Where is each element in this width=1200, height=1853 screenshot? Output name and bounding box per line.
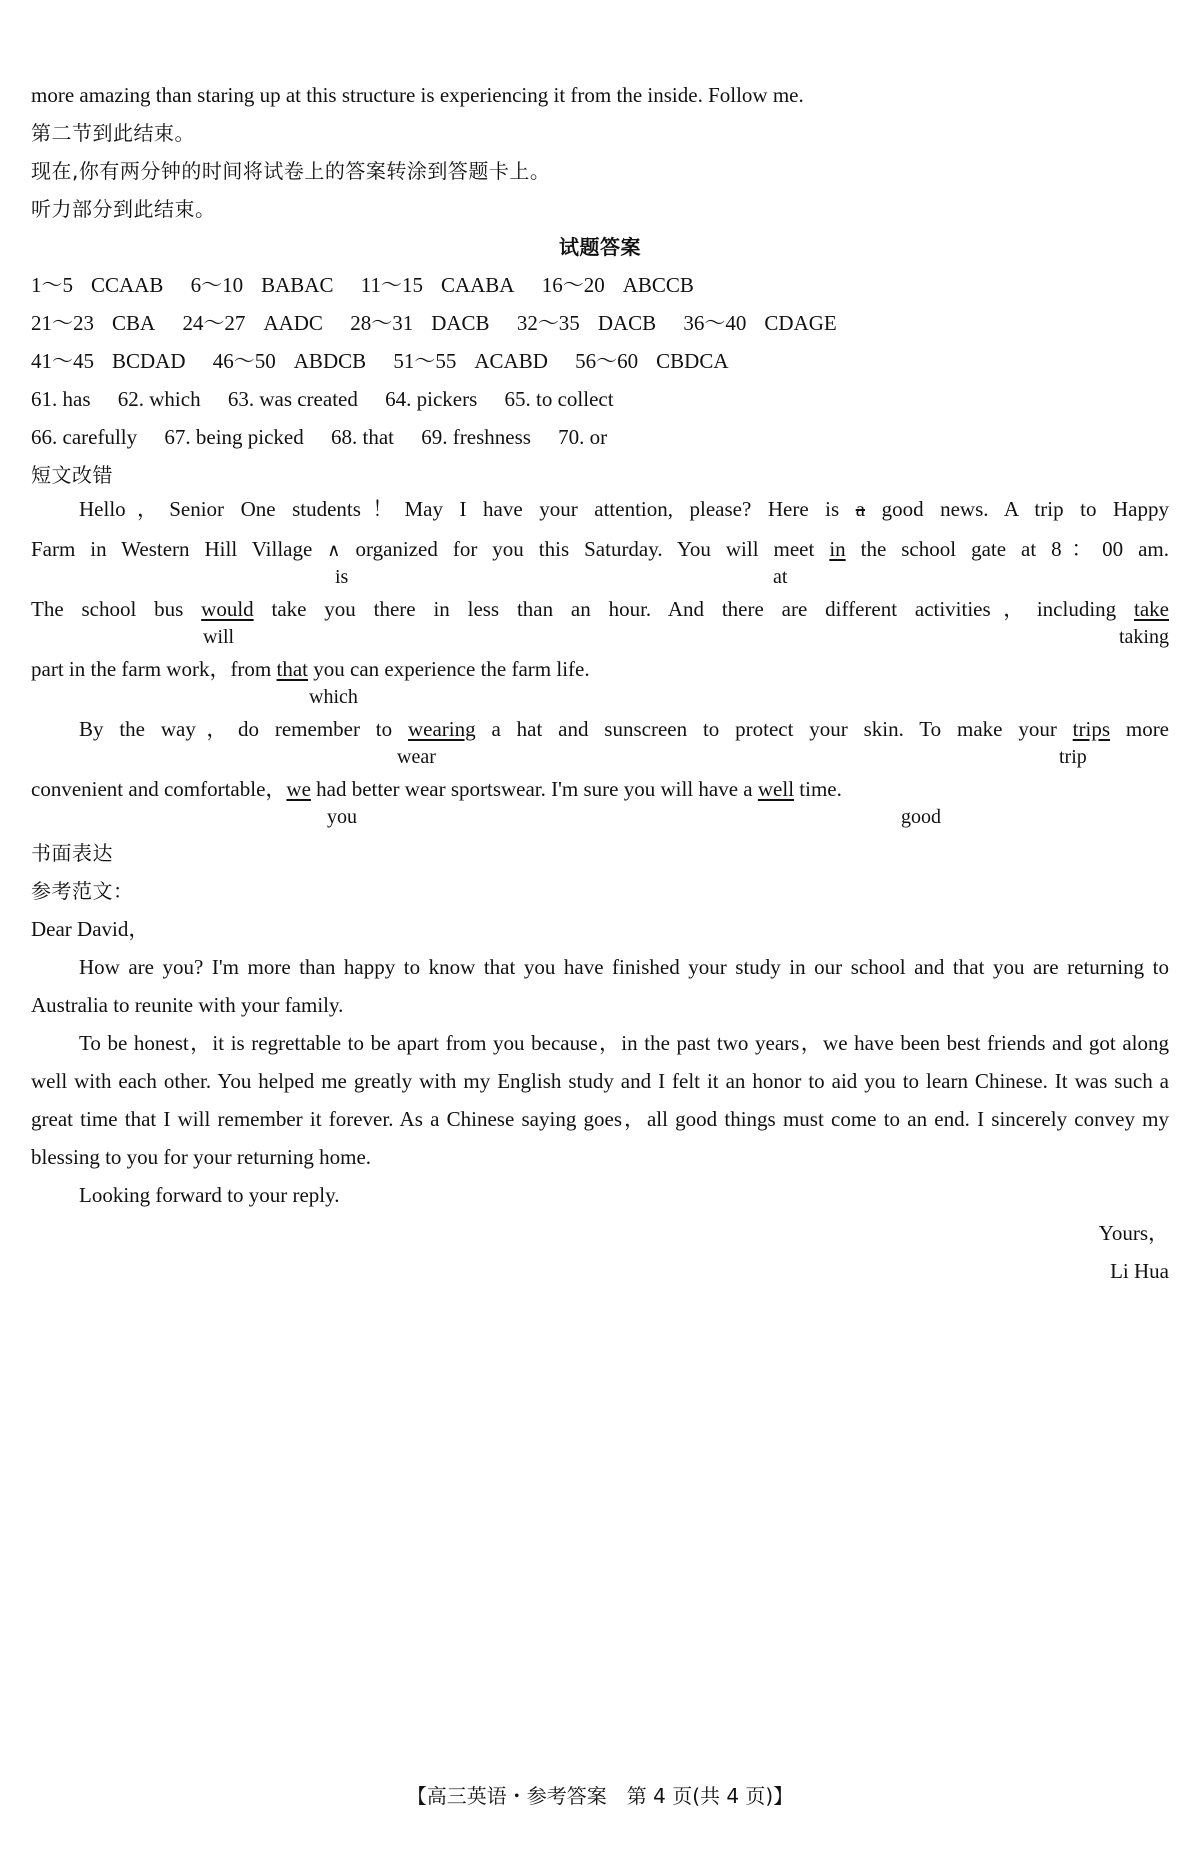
answers-heading: 试题答案 (559, 235, 641, 259)
correction-fix: trip (1059, 746, 1087, 768)
answer-row-4: 61. has 62. which 63. was created 64. pickers 65. to collect (31, 387, 614, 411)
correction-fix: will (203, 626, 235, 648)
letter-paragraph-3: Looking forward to your reply. (79, 1183, 340, 1207)
answer-row-5: 66. carefully 67. being picked 68. that 69. freshness 70. or (31, 425, 608, 449)
page-footer: 【高三英语・参考答案 第 4 页(共 4 页)】 (406, 1784, 794, 1808)
letter-paragraph-2: To be honest，it is regrettable to be apart from you because，in the past two years，we have been best friends and got along well with each other. You helped me greatly with my English study and I felt it an honor to aid you to learn Chinese. It was such a great time that I will remember it forever. As a Chinese saying goes，all good things must come to an end. I sincerely convey my blessing to you for your returning home. (31, 1031, 1169, 1169)
section-end-note: 第二节到此结束。 (31, 121, 195, 145)
correction-fix: wear (397, 746, 436, 768)
correction-line-6: convenient and comfortable，we had better wear sportswear. I'm sure you will have a well time. you good (31, 774, 1169, 834)
correction-fix: you (327, 806, 357, 828)
correction-fix: at (773, 566, 788, 588)
error-word: in (829, 537, 846, 561)
writing-subheading: 参考范文： (31, 879, 134, 903)
correction-fix: taking (1119, 626, 1169, 648)
correction-line-3: The school bus would take you there in less than an hour. And there are different activities，including take will taking (31, 594, 1169, 654)
correction-fix: is (335, 566, 349, 588)
listening-end-note: 听力部分到此结束。 (31, 197, 216, 221)
correction-line-2: Farm in Western Hill Village ∧ organized for you this Saturday. You will meet in the school gate at 8：00 am. is at (31, 534, 1169, 594)
correction-fix: good (901, 806, 941, 828)
answer-row-2: 21～23 CBA 24～27 AADC 28～31 DACB 32～35 DACB 36～40 CDAGE (31, 311, 837, 335)
correction-line-4: part in the farm work，from that you can experience the farm life. which (31, 654, 1169, 714)
error-word: well (757, 777, 795, 801)
letter-signature: Li Hua (1110, 1259, 1169, 1283)
insert-caret-icon: ∧ (327, 540, 341, 561)
answer-row-1: 1～5 CCAAB 6～10 BABAC 11～15 CAABA 16～20 ABCCB (31, 273, 694, 297)
error-word: would (201, 597, 254, 621)
error-word: trips (1072, 717, 1111, 741)
error-word: that (276, 657, 309, 681)
correction-line-5: By the way，do remember to wearing a hat and sunscreen to protect your skin. To make your trips more wear trip (31, 714, 1169, 774)
intro-line: more amazing than staring up at this structure is experiencing it from the inside. Follow me. (31, 83, 804, 107)
writing-heading: 书面表达 (31, 841, 113, 865)
transfer-note: 现在,你有两分钟的时间将试卷上的答案转涂到答题卡上。 (31, 159, 551, 183)
letter-closing: Yours， (1098, 1221, 1169, 1245)
correction-line-1: Hello，Senior One students！May I have your attention, please? Here is a good news. A trip to Happy (79, 497, 1169, 521)
error-word: take (1134, 597, 1169, 621)
answer-row-3: 41～45 BCDAD 46～50 ABDCB 51～55 ACABD 56～60 CBDCA (31, 349, 729, 373)
answer-page (31, 76, 1169, 1290)
deleted-word: a (855, 497, 866, 521)
correction-fix: which (309, 686, 358, 708)
error-word: wearing (408, 717, 476, 741)
letter-paragraph-1: How are you? I'm more than happy to know that you have finished your study in our school and that you are returning to Australia to reunite with your family. (31, 955, 1169, 1017)
correction-heading: 短文改错 (31, 463, 113, 487)
letter-greeting: Dear David， (31, 917, 150, 941)
error-word: we (286, 777, 311, 801)
